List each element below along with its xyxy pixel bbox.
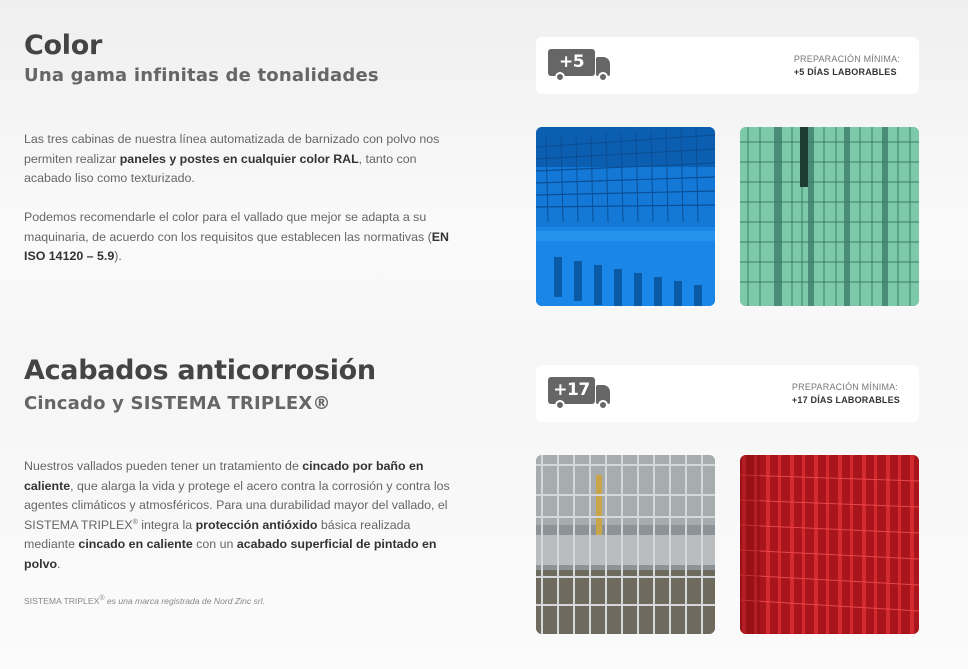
preparation-value: +17 DÍAS LABORABLES	[791, 395, 900, 405]
trademark-note: SISTEMA TRIPLEX® es una marca registrada de Nord Zinc srl.	[24, 595, 265, 606]
delivery-truck-icon	[548, 49, 612, 83]
paragraph: Podemos recomendarle el color para el vallado que mejor se adapta a su maquinaria, de acuerdo con los requisitos que establecen las normativas (EN ISO 14120 – 5.9).	[24, 210, 449, 263]
section-text	[24, 130, 460, 286]
section-text	[24, 457, 460, 594]
delivery-time-card	[536, 37, 919, 94]
color-section	[0, 0, 968, 330]
blue-fence-image	[536, 127, 715, 306]
galvanized-fence-image	[536, 455, 715, 634]
paragraph: Las tres cabinas de nuestra línea automatizada de barnizado con polvo nos permiten realizar paneles y postes en cualquier color RAL, tanto con acabado liso como texturizado.	[24, 132, 440, 185]
preparation-info	[792, 381, 900, 407]
preparation-info	[794, 53, 900, 79]
delivery-truck-icon	[548, 377, 612, 411]
section-title: Acabados anticorrosión	[24, 355, 376, 386]
anticorrosion-section	[0, 330, 968, 669]
preparation-label: PREPARACIÓN MÍNIMA:	[793, 54, 900, 64]
delivery-time-card	[536, 365, 919, 422]
section-subtitle: Una gama infinitas de tonalidades	[24, 65, 379, 86]
section-title: Color	[24, 30, 102, 61]
green-fence-image	[740, 127, 919, 306]
preparation-value: +5 DÍAS LABORABLES	[793, 67, 897, 77]
paragraph: Nuestros vallados pueden tener un tratamiento de cincado por baño en caliente, que alarga la vida y protege el acero contra la corrosión y contra los agentes climáticos y atmosféricos. Para una durabilidad mayor del vallado, el SISTEMA TRIPLEX® integra la protección antióxido básica realizada mediante cincado en caliente con un acabado superficial de pintado en polvo.	[24, 459, 450, 571]
truck-badge: +17	[548, 377, 595, 404]
preparation-label: PREPARACIÓN MÍNIMA:	[791, 382, 899, 392]
red-fence-image	[740, 455, 919, 634]
truck-badge: +5	[548, 49, 595, 76]
section-subtitle: Cincado y SISTEMA TRIPLEX®	[24, 393, 331, 414]
